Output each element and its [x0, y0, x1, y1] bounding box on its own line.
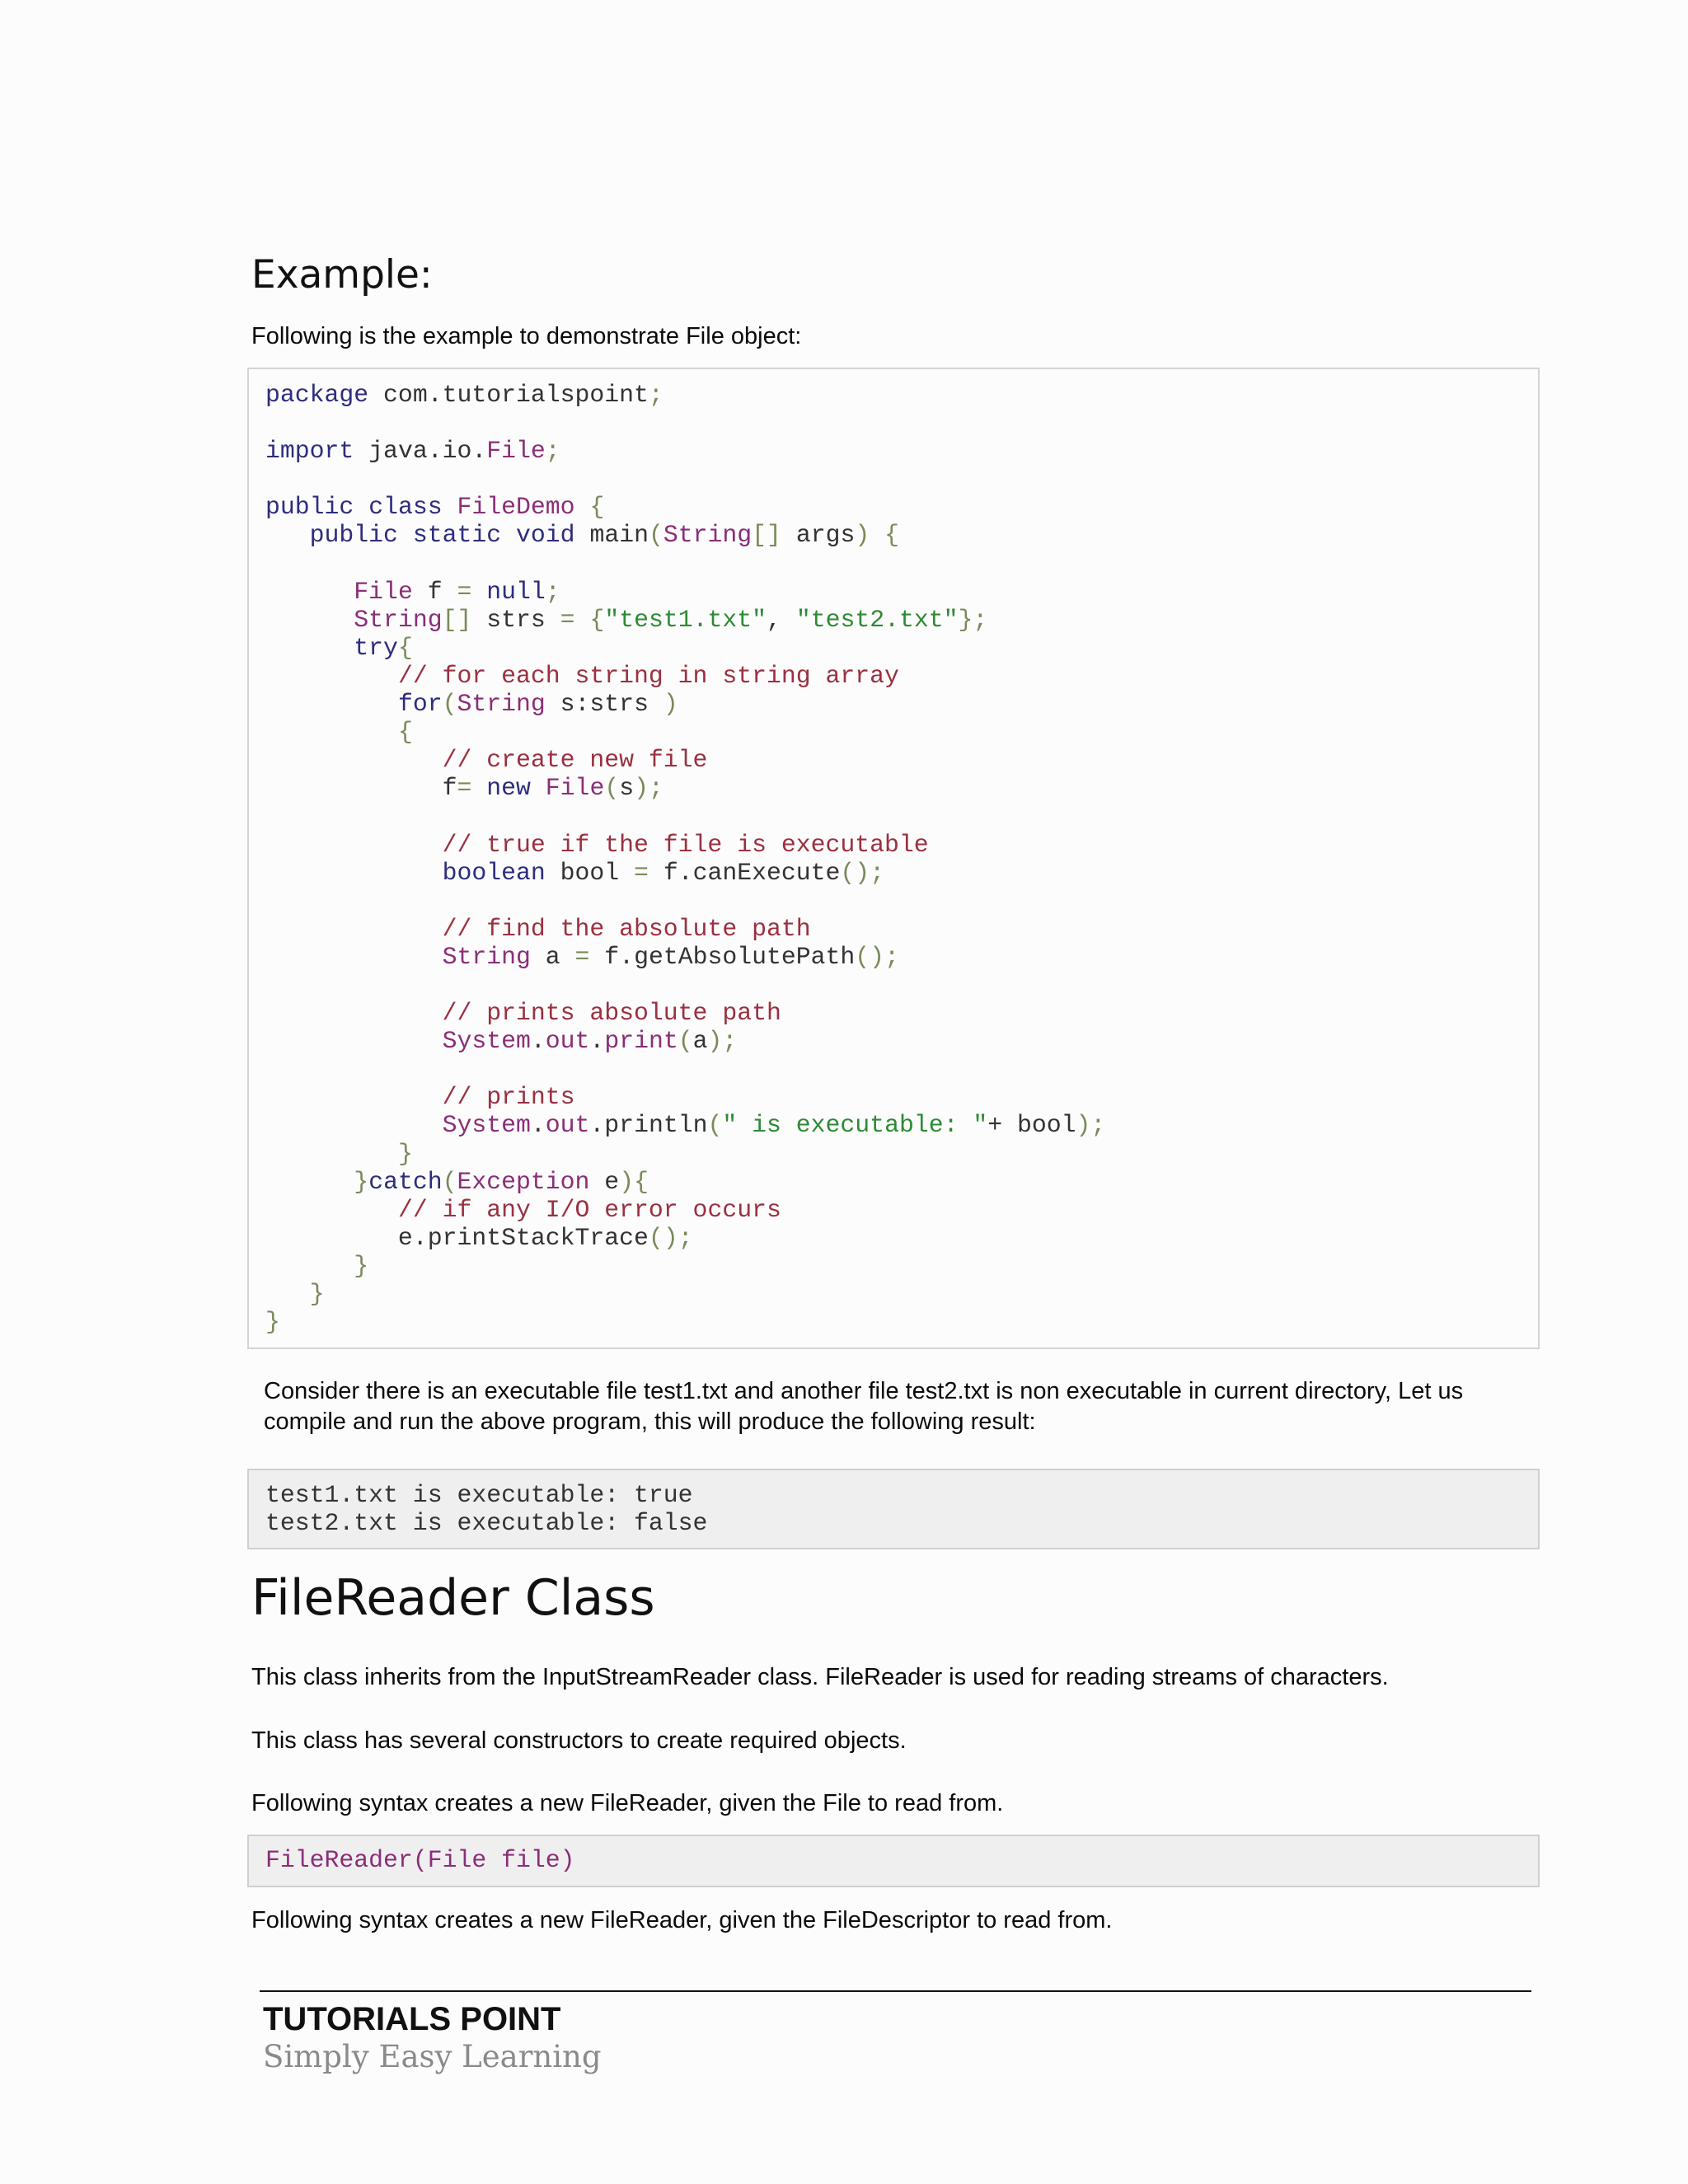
code-line: System.out.println(" is executable: "+ bool); [442, 1111, 1106, 1140]
example-heading: Example: [251, 252, 433, 298]
filereader-paragraph-2: This class has several constructors to create required objects. [251, 1727, 907, 1754]
consider-text-line-2: compile and run the above program, this will produce the following result: [264, 1408, 1036, 1435]
code-line: // for each string in string array [397, 661, 899, 690]
code-line: // prints absolute path [442, 999, 781, 1028]
code-line: package com.tutorialspoint; [265, 381, 663, 409]
syntax-code [265, 1846, 575, 1874]
code-line: String a = f.getAbsolutePath(); [442, 942, 899, 971]
consider-text-line-1: Consider there is an executable file test1.txt and another file test2.txt is non executable in current directory, Let us [264, 1378, 1464, 1404]
code-line: }catch(Exception e){ [354, 1167, 649, 1196]
code-block [247, 368, 1540, 1349]
syntax-text: FileReader(File file) [265, 1846, 575, 1874]
code-line: public static void main(String[] args) { [309, 521, 900, 550]
filereader-heading: FileReader Class [251, 1569, 655, 1627]
footer-divider [260, 1990, 1531, 1992]
code-line: import java.io.File; [265, 437, 560, 466]
filereader-paragraph-3: Following syntax creates a new FileReader, given the File to read from. [251, 1790, 1004, 1816]
example-intro: Following is the example to demonstrate File object: [251, 323, 802, 349]
code-line: // find the absolute path [442, 914, 811, 943]
code-line: } [397, 1139, 413, 1168]
code-line: System.out.print(a); [442, 1027, 738, 1056]
code-line: try{ [354, 633, 413, 662]
output-block [247, 1469, 1540, 1549]
output-listing [265, 1481, 707, 1537]
code-line: // true if the file is executable [442, 830, 929, 859]
filereader-paragraph-1: This class inherits from the InputStreamReader class. FileReader is used for reading streams of characters. [251, 1664, 1389, 1690]
filereader-paragraph-4: Following syntax creates a new FileReader, given the FileDescriptor to read from. [251, 1907, 1113, 1933]
code-line: } [265, 1308, 280, 1337]
code-line: } [354, 1251, 369, 1280]
code-line: { [397, 718, 413, 747]
output-line: test2.txt is executable: false [265, 1509, 708, 1538]
code-line: // prints [442, 1083, 575, 1112]
code-line: for(String s:strs ) [397, 690, 678, 719]
footer-brand: TUTORIALS POINT [263, 2001, 561, 2037]
code-line: // create new file [442, 746, 708, 775]
code-listing [265, 381, 1105, 1336]
footer-tagline: Simply Easy Learning [263, 2039, 602, 2074]
code-line: boolean bool = f.canExecute(); [442, 858, 885, 887]
output-line: test1.txt is executable: true [265, 1481, 693, 1509]
code-line: e.printStackTrace(); [265, 1223, 693, 1252]
syntax-block [247, 1835, 1540, 1887]
code-line: f= new File(s); [265, 774, 663, 803]
code-line: public class FileDemo { [265, 493, 605, 522]
code-line: File f = null; [354, 577, 560, 606]
code-line: String[] strs = {"test1.txt", "test2.txt"}; [354, 605, 988, 634]
code-line: } [309, 1280, 325, 1308]
code-line: // if any I/O error occurs [397, 1195, 781, 1224]
